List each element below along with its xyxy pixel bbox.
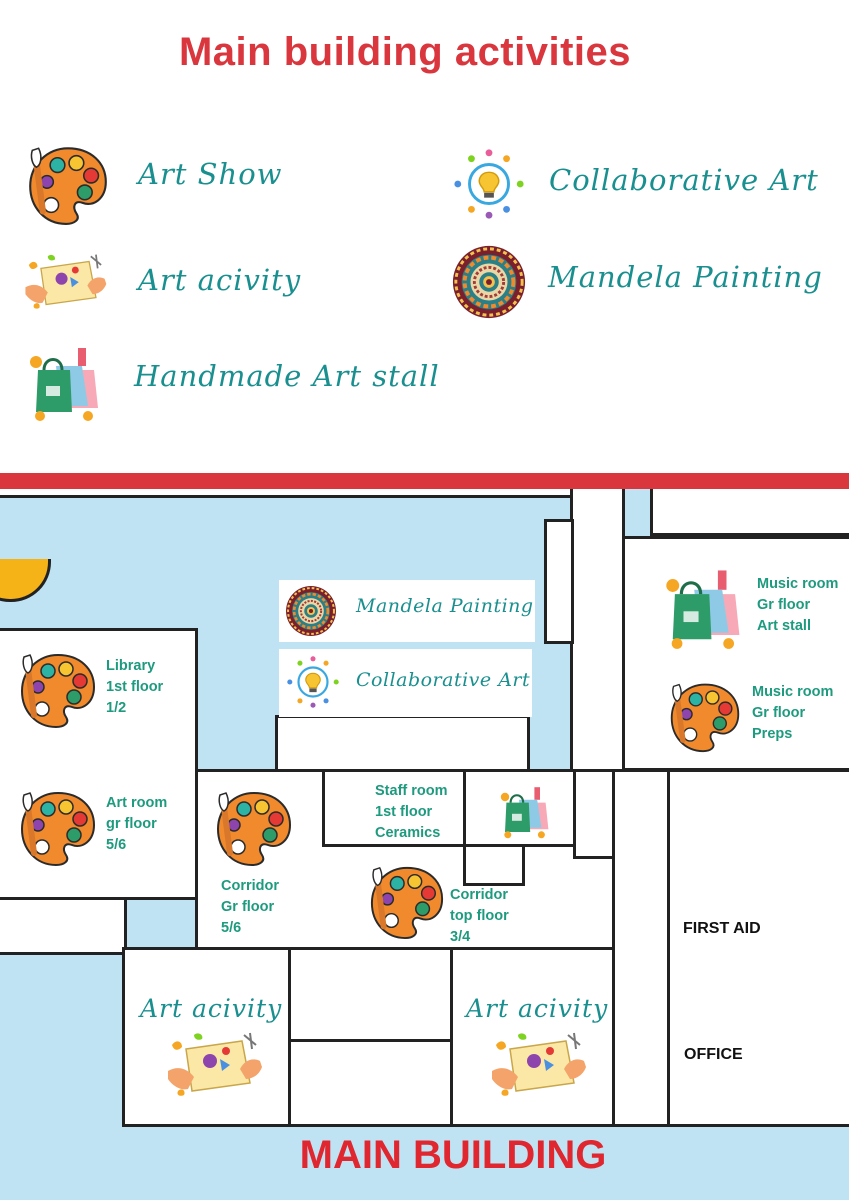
library-line-2: 1st floor xyxy=(106,679,164,695)
staff-room-line-3: Ceramics xyxy=(375,825,441,841)
art-room-line-3: 5/6 xyxy=(106,837,127,853)
corridor-gr-line-1: Corridor xyxy=(221,878,279,894)
room-first-aid-office xyxy=(667,769,849,1127)
craft-icon xyxy=(488,1029,588,1103)
legend-handmade-art-stall: Handmade Art stall xyxy=(134,359,440,393)
corridor-top-line-1: Corridor xyxy=(450,887,508,903)
map-collaborative-label: Collaborative Art xyxy=(356,669,531,691)
library-line-1: Library xyxy=(106,658,156,674)
corridor-gr-line-2: Gr floor xyxy=(221,899,275,915)
wall-small-block xyxy=(544,519,574,644)
wall-small-square xyxy=(463,844,525,886)
music-stall-line-2: Gr floor xyxy=(757,597,811,613)
wall-left-band xyxy=(0,897,127,955)
corridor-top-line-2: top floor xyxy=(450,908,509,924)
legend-mandela-painting: Mandela Painting xyxy=(548,260,823,294)
office-label: OFFICE xyxy=(684,1046,743,1063)
building-map xyxy=(0,489,849,1200)
first-aid-label: FIRST AID xyxy=(683,920,761,937)
music-stall-line-1: Music room xyxy=(757,576,839,592)
mandala-icon xyxy=(450,243,528,321)
music-preps-line-3: Preps xyxy=(752,726,793,742)
palette-icon xyxy=(26,142,110,226)
craft-icon xyxy=(164,1029,264,1103)
shopping-bags-icon xyxy=(26,342,106,422)
music-preps-line-1: Music room xyxy=(752,684,834,700)
wall-lower-mid-top xyxy=(288,947,453,1042)
lightbulb-icon xyxy=(284,653,342,711)
wall-lower-mid-bottom xyxy=(288,1039,453,1127)
library-line-3: 1/2 xyxy=(106,700,127,716)
shopping-bags-icon xyxy=(660,564,750,650)
corridor-gr-line-3: 5/6 xyxy=(221,920,242,936)
legend-art-activity: Art acivity xyxy=(138,263,302,297)
art-room-line-1: Art room xyxy=(106,795,168,811)
mandala-icon xyxy=(284,584,338,638)
corridor-top-line-3: 3/4 xyxy=(450,929,471,945)
divider-bar xyxy=(0,473,849,489)
lightbulb-icon xyxy=(450,145,528,223)
map-art-activity-right: Art acivity xyxy=(466,994,609,1023)
wall-top-right xyxy=(650,489,849,536)
wall-corridor-link xyxy=(612,769,672,1127)
palette-icon xyxy=(18,787,98,867)
art-room-line-2: gr floor xyxy=(106,816,157,832)
shopping-bags-icon xyxy=(497,783,555,839)
palette-icon xyxy=(368,862,446,940)
yellow-dome xyxy=(0,559,51,602)
staff-room-line-1: Staff room xyxy=(375,783,448,799)
wall-under-cards xyxy=(275,715,530,772)
palette-icon xyxy=(668,679,742,753)
main-building-label: MAIN BUILDING xyxy=(299,1133,607,1177)
map-art-activity-left: Art acivity xyxy=(140,994,283,1023)
wall-top-left xyxy=(0,489,573,498)
legend-art-show: Art Show xyxy=(138,157,283,191)
palette-icon xyxy=(18,649,98,729)
page-title: Main building activities xyxy=(178,30,632,74)
music-preps-line-2: Gr floor xyxy=(752,705,806,721)
legend-collaborative-art: Collaborative Art xyxy=(549,163,819,197)
staff-room-line-2: 1st floor xyxy=(375,804,433,820)
palette-icon xyxy=(214,787,294,867)
map-mandela-label: Mandela Painting xyxy=(356,595,534,617)
craft-icon xyxy=(22,250,108,316)
music-stall-line-3: Art stall xyxy=(757,618,811,634)
